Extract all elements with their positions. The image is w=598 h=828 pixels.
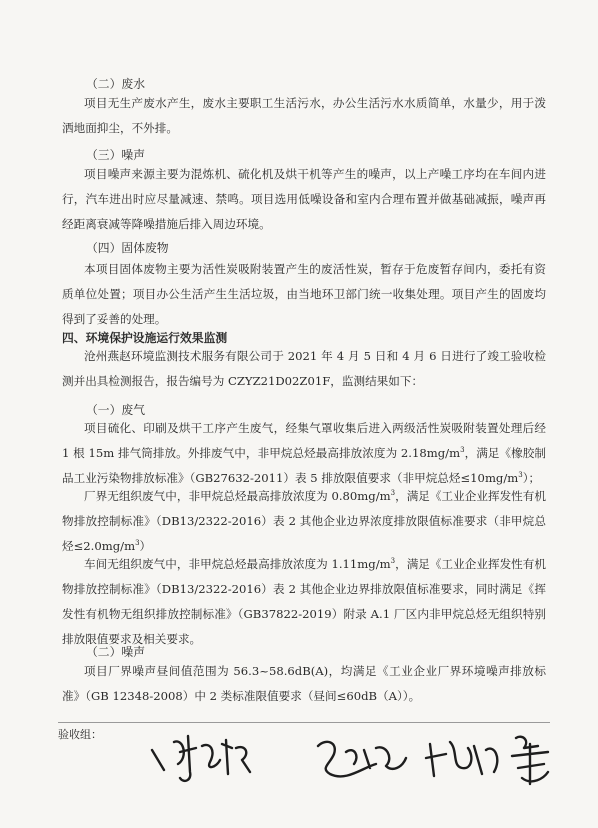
handwritten-signatures — [150, 728, 550, 808]
section-heading-monitoring: 四、环境保护设施运行效果监测 — [62, 331, 228, 345]
section-heading-noise-monitoring: （二）噪声 — [86, 645, 145, 659]
paragraph-monitoring: 沧州燕赵环境监测技术服务有限公司于 2021 年 4 月 5 日和 4 月 6 日进行了竣工验收检测并出具检测报告，报告编号为 CZYZ21D02Z01F，监测结果如下： — [62, 349, 546, 388]
signature-2 — [318, 742, 406, 777]
signature-1 — [152, 736, 250, 781]
section-heading-solid-waste: （四）固体废物 — [86, 241, 169, 255]
paragraph-noise: 项目噪声来源主要为混炼机、硫化机及烘干机等产生的噪声，以上产噪工序均在车间内进行，汽车进出时应尽量减速、禁鸣。项目选用低噪设备和室内合理布置并做基础减振，噪声再经距离衰减等降噪措施后排入周边环境。 — [62, 167, 546, 231]
paragraph-exhaust-workshop: 车间无组织废气中，非甲烷总烃最高排放浓度为 $1.11mg/m^3$，满足《工业企业挥发性有机物排放控制标准》（DB13/2322-2016）表 2 其他企业边界排放限值标准要求，同时满足《挥发性有机物无组织排放控制标准》（GB37822-2019）附录 A.1 厂区内非甲烷总烃无组织特别排放限值要求及相关要求。 — [62, 557, 546, 646]
paragraph-exhaust-stack: 项目硫化、印刷及烘干工序产生废气，经集气罩收集后进入两级活性炭吸附装置处理后经 1 根 15m 排气筒排放。外排废气中，非甲烷总烃最高排放浓度为 $2.18mg/m^3$，满足《橡胶制品工业污染物排放标准》（GB27632-2011）表 5 排放限值要求（非甲烷总烃$\le 10mg/m^3$）； — [62, 421, 546, 485]
section-heading-exhaust: （一）废气 — [86, 403, 145, 417]
section-heading-noise: （三）噪声 — [86, 148, 145, 162]
signature-3 — [426, 742, 497, 776]
paragraph-solid-waste: 本项目固体废物主要为活性炭吸附装置产生的废活性炭，暂存于危废暂存间内，委托有资质单位处置；项目办公生活产生生活垃圾，由当地环卫部门统一收集处理。项目产生的固废均得到了妥善的处理。 — [62, 262, 546, 326]
section-heading-wastewater: （二）废水 — [86, 77, 145, 91]
paragraph-wastewater: 项目无生产废水产生，废水主要职工生活污水，办公生活污水水质简单，水量少，用于泼洒地面抑尘，不外排。 — [62, 96, 546, 135]
paragraph-noise-monitoring: 项目厂界噪声昼间值范围为 56.3~58.6dB(A)，均满足《工业企业厂界环境噪声排放标准》（GB 12348-2008）中 2 类标准限值要求（昼间≤60dB（A））。 — [62, 664, 546, 703]
acceptance-group-label: 验收组： — [58, 728, 102, 741]
footer-divider — [58, 722, 550, 723]
signature-4 — [512, 737, 548, 784]
paragraph-exhaust-boundary: 厂界无组织废气中，非甲烷总烃最高排放浓度为 $0.80mg/m^3$，满足《工业企业挥发性有机物排放控制标准》（DB13/2322-2016）表 2 其他企业边界浓度排放限值标准要求（非甲烷总烃$\le 2.0mg/m^3$） — [62, 489, 546, 553]
